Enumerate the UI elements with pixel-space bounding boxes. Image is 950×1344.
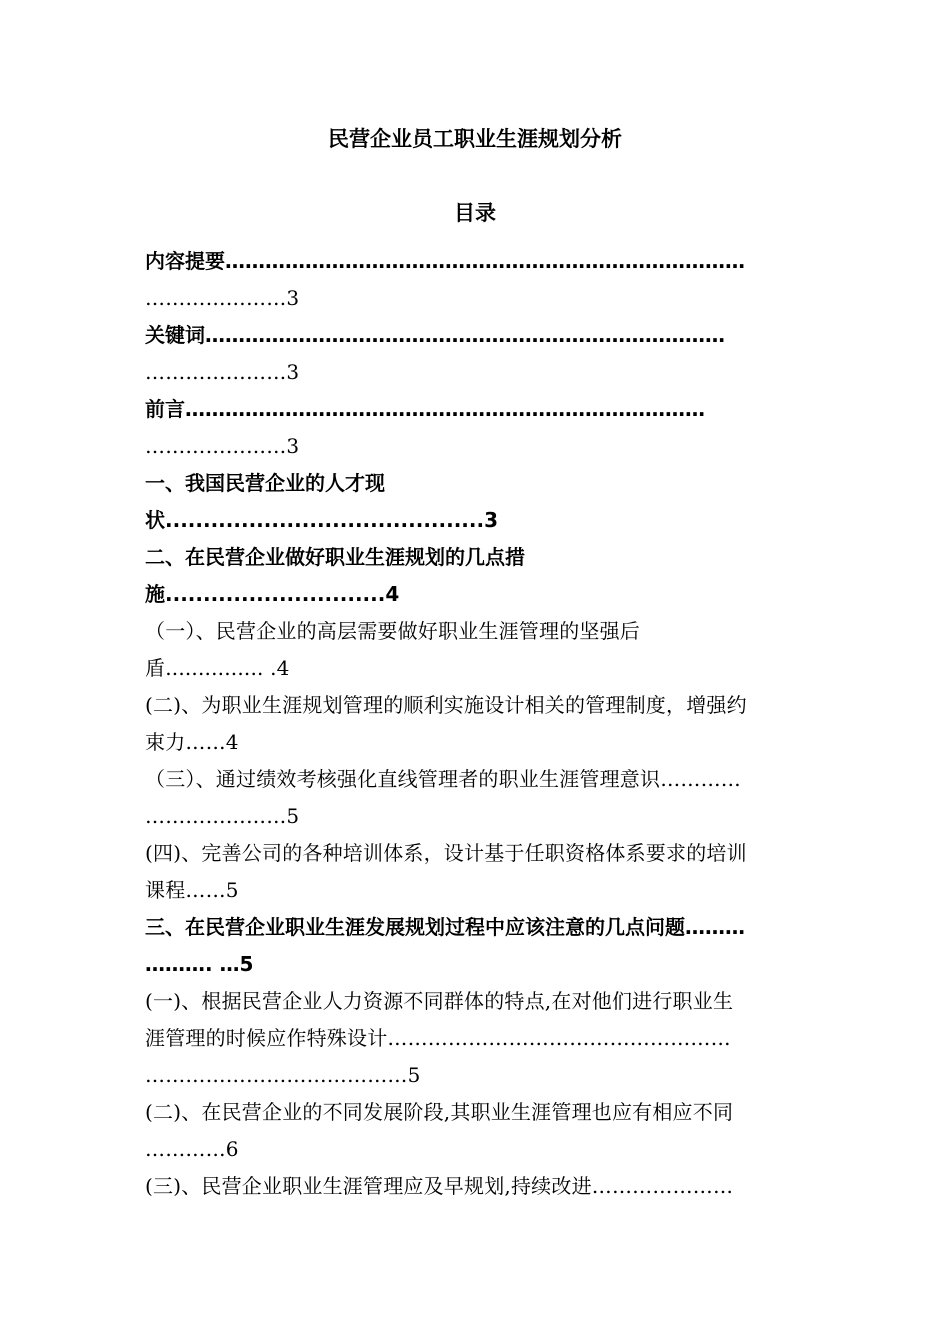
toc-line: (二)、为职业生涯规划管理的顺利实施设计相关的管理制度，增强约: [145, 693, 747, 717]
table-of-contents: [145, 243, 810, 1205]
toc-line: 束力……4: [145, 730, 239, 754]
toc-line: …………………5: [145, 804, 300, 828]
toc-line: 施.............................4: [145, 582, 400, 606]
toc-line: ………. …5: [145, 952, 254, 976]
toc-line: …………6: [145, 1137, 239, 1161]
toc-line: 状..........................................3: [145, 508, 499, 532]
toc-line: …………………………………5: [145, 1063, 421, 1087]
toc-line: (一)、根据民营企业人力资源不同群体的特点,在对他们进行职业生: [145, 989, 734, 1013]
toc-line: …………………3: [145, 360, 300, 384]
toc-line: 前言……………………………………………………………………: [145, 397, 705, 421]
toc-line: (二)、在民营企业的不同发展阶段,其职业生涯管理也应有相应不同: [145, 1100, 734, 1124]
toc-line: 盾............... .4: [145, 656, 290, 680]
toc-line: 课程……5: [145, 878, 239, 902]
toc-line: （一）、民营企业的高层需要做好职业生涯管理的坚强后: [145, 619, 640, 643]
toc-line: 二、在民营企业做好职业生涯规划的几点措: [145, 545, 525, 569]
toc-line: (四)、完善公司的各种培训体系，设计基于任职资格体系要求的培训: [145, 841, 747, 865]
toc-line: 涯管理的时候应作特殊设计……………………………………………: [145, 1026, 731, 1050]
toc-line: （三）、通过绩效考核强化直线管理者的职业生涯管理意识…………: [145, 767, 741, 791]
toc-line: 内容提要……………………………………………………………………: [145, 249, 745, 273]
document-title: 民营企业员工职业生涯规划分析: [328, 127, 622, 151]
toc-line: …………………3: [145, 434, 300, 458]
toc-line: …………………3: [145, 286, 300, 310]
toc-line: 一、我国民营企业的人才现: [145, 471, 385, 495]
toc-heading: 目录: [454, 201, 496, 225]
toc-line: 三、在民营企业职业生涯发展规划过程中应该注意的几点问题………: [145, 915, 745, 939]
toc-line: 关键词……………………………………………………………………: [145, 323, 725, 347]
toc-line: (三)、民营企业职业生涯管理应及早规划,持续改进…………………: [145, 1174, 734, 1198]
